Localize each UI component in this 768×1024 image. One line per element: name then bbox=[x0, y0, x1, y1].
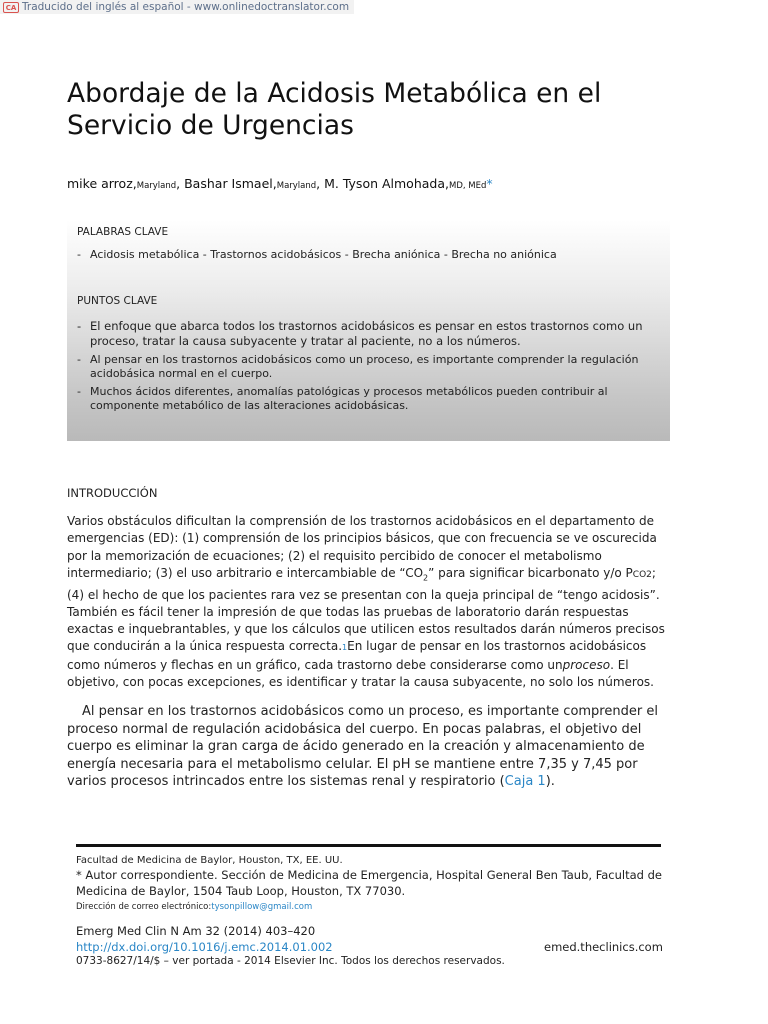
translation-banner[interactable] bbox=[0, 0, 354, 14]
article-title: Abordaje de la Acidosis Metabólica en el Servicio de Urgencias bbox=[67, 78, 602, 141]
key-points-list bbox=[77, 319, 662, 413]
key-point-item bbox=[77, 353, 662, 381]
pco2-label: CO2 bbox=[632, 569, 652, 580]
journal-citation: Emerg Med Clin N Am 32 (2014) 403–420 bbox=[76, 924, 316, 938]
author-name: mike arroz, bbox=[67, 176, 137, 191]
bullet-dash: - bbox=[77, 319, 82, 333]
key-point-item bbox=[77, 385, 662, 413]
box-1-link[interactable]: Caja 1 bbox=[504, 774, 546, 789]
author-name: M. Tyson Almohada, bbox=[324, 176, 449, 191]
author-separator: , bbox=[176, 176, 185, 191]
paragraph-text: Al pensar en los trastornos acidobásicos como un proceso, es importante comprender el proceso normal de regulación acidobásica del cuerpo. En pocas palabras, el objetivo del cuerpo es eliminar la gran carga de ácido generado en la creación y almacenamiento de energía necesaria para el metabolismo celular. El pH se mantiene entre 7,35 y 7,45 por varios procesos intrincados entre los sistemas renal y respiratorio ( bbox=[67, 704, 658, 789]
reference-link[interactable]: 1 bbox=[342, 643, 348, 653]
emphasis-text: proceso bbox=[562, 657, 611, 672]
paragraph-text: En lugar de pensar en los trastornos acidobásicos como números y flechas en un gráfico, cada trastorno debe considerarse como un bbox=[67, 639, 647, 672]
paragraph-text: ). bbox=[545, 774, 555, 789]
bullet-dash: - bbox=[77, 248, 81, 261]
author-degree: Maryland bbox=[276, 181, 317, 191]
author-separator: , bbox=[316, 176, 325, 191]
paragraph-text: ” para significar bicarbonato y/o P bbox=[428, 565, 633, 580]
key-point-item bbox=[77, 319, 662, 349]
footer-divider bbox=[76, 844, 661, 847]
paragraph-text: . El objetivo, con pocas excepciones, es identificar y tratar la causa subyacente, no solo los números. bbox=[67, 657, 654, 690]
key-point-text: Muchos ácidos diferentes, anomalías patológicas y procesos metabólicos pueden contribuir al componente metabólico de las alteraciones acidobásicas. bbox=[90, 385, 608, 412]
keywords-text: Acidosis metabólica - Trastornos acidobásicos - Brecha aniónica - Brecha no aniónica bbox=[90, 248, 557, 261]
email-link[interactable]: tysonpillow@gmail.com bbox=[211, 902, 313, 912]
corresponding-author-note: * Autor correspondiente. Sección de Medicina de Emergencia, Hospital General Ben Taub, Facultad de Medicina de Baylor, 1504 Taub Loop, Houston, TX 77030. bbox=[76, 868, 662, 898]
email-line bbox=[76, 902, 312, 912]
site-url: emed.theclinics.com bbox=[544, 940, 663, 954]
introduction-heading: INTRODUCCIÓN bbox=[67, 486, 158, 500]
author-name: Bashar Ismael, bbox=[184, 176, 277, 191]
bullet-dash: - bbox=[77, 353, 81, 366]
key-point-text: Al pensar en los trastornos acidobásicos como un proceso, es importante comprender la regulación acidobásica normal en el cuerpo. bbox=[90, 353, 639, 380]
copyright: 0733-8627/14/$ – ver portada - 2014 Elsevier Inc. Todos los derechos reservados. bbox=[76, 955, 505, 967]
author-degree: Maryland bbox=[136, 181, 177, 191]
doi-link[interactable]: http://dx.doi.org/10.1016/j.emc.2014.01.002 bbox=[76, 940, 333, 954]
affiliation: Facultad de Medicina de Baylor, Houston, TX, EE. UU. bbox=[76, 855, 343, 866]
intro-paragraph-2 bbox=[67, 703, 672, 791]
key-point-text: El enfoque que abarca todos los trastornos acidobásicos es pensar en estos trastornos como un proceso, tratar la causa subyacente y tratar al paciente, no a los números. bbox=[90, 319, 643, 348]
paragraph-text: Varios obstáculos dificultan la comprensión de los trastornos acidobásicos en el departamento de emergencias (ED): (1) comprensión de los principios básicos, que con frecuencia se ve oscurecida por la memorización de ecuaciones; (2) el requisito percibido de conocer el metabolismo intermediario; (3) el uso arbitrario e intercambiable de “CO bbox=[67, 514, 657, 580]
keywords-line bbox=[77, 248, 557, 261]
author-degree: MD, MEd bbox=[448, 181, 487, 191]
subscript: 2 bbox=[423, 573, 429, 583]
bullet-dash: - bbox=[77, 385, 81, 398]
author-line bbox=[67, 176, 493, 191]
key-box bbox=[67, 220, 670, 441]
intro-paragraph-1 bbox=[67, 513, 672, 691]
banner-text[interactable]: Traducido del inglés al español - www.onlinedoctranslator.com bbox=[22, 1, 350, 13]
corresponding-author-mark[interactable]: * bbox=[486, 176, 493, 191]
paragraph-text: ; (4) el hecho de que los pacientes rara vez se presentan con la queja principal de “tengo acidosis”. También es fácil tener la impresión de que todas las pruebas de laboratorio darán respuestas exactas e inquebrantables, y que los cálculos que utilicen estos resultados darán números precisos que conducirán a la única respuesta correcta. bbox=[67, 565, 665, 654]
email-label: Dirección de correo electrónico: bbox=[76, 902, 212, 912]
keywords-heading: PALABRAS CLAVE bbox=[77, 226, 169, 238]
key-points-heading: PUNTOS CLAVE bbox=[77, 295, 158, 307]
translate-doc-icon: CA bbox=[3, 2, 19, 13]
